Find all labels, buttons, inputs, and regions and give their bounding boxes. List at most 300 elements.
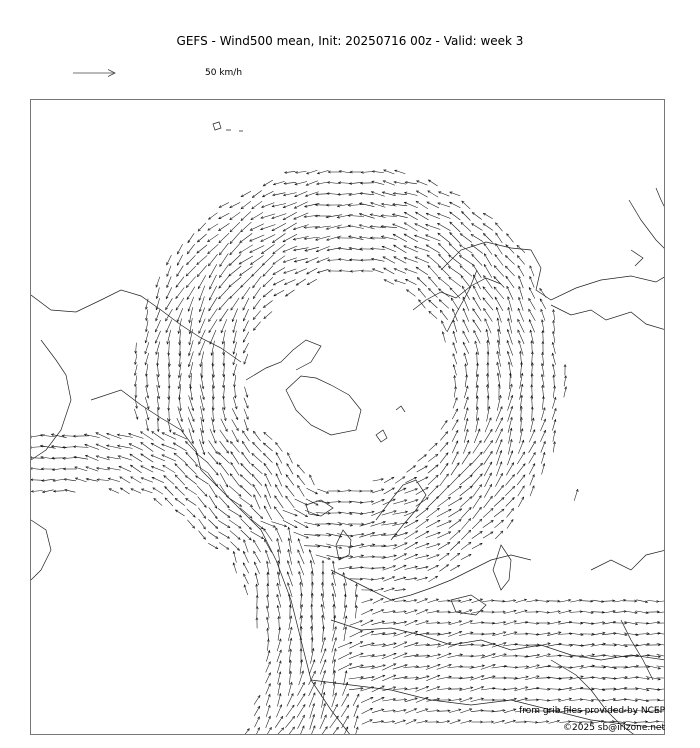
wind-arrow (361, 620, 373, 626)
coastline-taimyr (413, 278, 501, 310)
wind-arrow (540, 430, 545, 441)
wind-arrow (495, 485, 504, 496)
wind-arrow (241, 519, 252, 530)
wind-arrow (252, 191, 261, 198)
wind-arrow (250, 246, 264, 253)
wind-arrow (239, 256, 253, 264)
wind-arrow (164, 476, 174, 485)
wind-arrow (310, 475, 315, 485)
wind-arrow (439, 300, 449, 309)
wind-arrow (438, 214, 451, 219)
wind-arrow (304, 546, 320, 547)
wind-arrow (264, 432, 272, 439)
wind-arrow (277, 650, 281, 662)
wind-arrow (529, 430, 535, 443)
wind-arrow (404, 212, 417, 220)
wind-arrow (175, 475, 185, 485)
wind-arrow (196, 465, 209, 474)
wind-arrow (288, 453, 293, 463)
wind-arrow (483, 287, 493, 300)
wind-arrow (229, 486, 241, 496)
wind-arrow (392, 522, 408, 525)
wind-arrow (173, 433, 187, 439)
wind-arrow (255, 717, 260, 727)
wind-arrow (483, 441, 492, 454)
wind-arrow (208, 234, 219, 241)
wind-arrow (439, 192, 450, 196)
wind-arrow (177, 255, 182, 265)
wind-arrow (209, 286, 216, 300)
coastline-east-asia (591, 550, 665, 570)
wind-arrow (405, 698, 418, 702)
wind-arrow (152, 477, 164, 482)
wind-arrow (405, 620, 417, 625)
wind-arrow (472, 485, 481, 498)
wind-arrow (452, 452, 458, 465)
coastline-svalbard (376, 430, 387, 442)
wind-arrow (265, 727, 272, 735)
wind-arrow (279, 617, 280, 630)
wind-arrow (507, 234, 514, 243)
wind-arrow (541, 309, 545, 320)
wind-arrow (230, 474, 240, 487)
wind-arrow (186, 499, 197, 506)
wind-arrow (230, 288, 241, 299)
wind-arrow (464, 397, 468, 409)
wind-arrow (230, 243, 240, 255)
wind-arrow (415, 235, 430, 240)
wind-arrow (286, 475, 294, 486)
wind-arrow (416, 698, 428, 703)
wind-arrow (242, 441, 249, 452)
wind-arrow (506, 276, 514, 288)
wind-arrow (508, 330, 513, 345)
wind-arrow (494, 509, 504, 517)
wind-arrow (569, 623, 582, 624)
wind-arrow (506, 245, 514, 254)
wind-arrow (230, 222, 240, 232)
wind-arrow (473, 320, 481, 332)
wind-arrow (177, 266, 184, 277)
wind-arrow (416, 191, 427, 197)
wind-arrow (277, 639, 281, 651)
wind-arrow (449, 267, 462, 276)
wind-arrow (189, 362, 193, 378)
wind-arrow (518, 266, 524, 277)
wind-arrow (449, 277, 461, 286)
coastline-hudson-bay (91, 390, 201, 470)
wind-arrow (306, 181, 318, 186)
wind-arrow (517, 256, 524, 265)
wind-arrow (255, 728, 260, 735)
wind-arrow (251, 531, 264, 538)
wind-arrow (155, 331, 160, 343)
wind-arrow (263, 289, 273, 297)
wind-arrow (162, 444, 177, 450)
wind-arrow (354, 705, 358, 717)
wind-arrow (450, 530, 461, 539)
wind-arrow (185, 487, 196, 494)
wind-arrow (382, 246, 396, 251)
wind-arrow (450, 474, 461, 485)
wind-arrow (439, 565, 448, 572)
wind-arrow (462, 201, 470, 209)
wind-arrow (218, 453, 229, 464)
wind-arrow (208, 532, 218, 539)
wind-arrow (472, 474, 482, 486)
wind-arrow (440, 432, 447, 441)
wind-arrow (298, 682, 305, 695)
wind-arrow (175, 464, 185, 475)
wind-arrow (506, 509, 513, 518)
wind-arrow (463, 342, 469, 354)
wind-arrow (463, 320, 469, 332)
wind-arrow (472, 452, 482, 464)
wind-arrow (495, 520, 504, 528)
wind-arrow (460, 486, 473, 496)
wind-arrow (312, 604, 313, 620)
wind-arrow (426, 687, 439, 692)
wind-arrow (320, 715, 326, 729)
wind-arrow (141, 432, 154, 441)
wind-arrow (361, 697, 373, 702)
wind-arrow (452, 430, 458, 441)
wind-arrow (473, 309, 482, 322)
wind-arrow (460, 698, 472, 702)
wind-arrow (337, 226, 353, 228)
wind-arrow (519, 297, 523, 310)
wind-arrow (219, 543, 229, 550)
wind-arrow (416, 477, 428, 483)
wind-arrow (131, 477, 142, 483)
wind-arrow (483, 234, 492, 243)
wind-arrow (208, 474, 217, 487)
wind-arrow (483, 224, 493, 231)
wind-arrow (219, 276, 229, 288)
wind-arrow (362, 708, 373, 713)
wind-arrow (505, 486, 514, 495)
wind-arrow (173, 443, 186, 451)
wind-arrow (520, 429, 523, 444)
wind-arrow (407, 466, 416, 473)
wind-arrow (429, 277, 438, 287)
wind-arrow (240, 508, 252, 518)
wind-arrow (529, 309, 536, 321)
wind-arrow (461, 507, 471, 518)
wind-arrow (257, 584, 258, 596)
wind-arrow (472, 463, 483, 475)
wind-arrow (165, 498, 173, 506)
wind-arrow (130, 454, 142, 462)
wind-arrow (440, 442, 448, 451)
wind-arrow (131, 489, 141, 494)
wind-arrow (210, 330, 216, 344)
wind-arrow (472, 531, 482, 538)
wind-arrow (460, 234, 472, 243)
reference-arrow-label: 50 km/h (205, 68, 243, 78)
wind-arrow (529, 298, 536, 309)
wind-arrow (508, 384, 512, 400)
wind-arrow (31, 480, 43, 481)
wind-arrow (219, 265, 228, 278)
wind-arrow (461, 222, 471, 231)
wind-arrow (298, 726, 304, 735)
wind-arrow (315, 226, 331, 228)
wind-vector-field (31, 170, 665, 735)
wind-arrow (229, 277, 241, 287)
wind-arrow (471, 234, 483, 241)
wind-arrow (460, 245, 473, 253)
wind-arrow (462, 212, 471, 221)
wind-arrow (353, 694, 359, 706)
wind-arrow (416, 498, 428, 507)
wind-arrow (264, 453, 273, 462)
wind-arrow (518, 497, 523, 507)
wind-arrow (209, 213, 218, 220)
wind-arrow (439, 254, 450, 266)
wind-arrow (129, 444, 143, 451)
wind-arrow (252, 266, 263, 277)
wind-arrow (276, 474, 282, 487)
wind-arrow (254, 551, 261, 563)
wind-arrow (54, 491, 65, 492)
wind-arrow (294, 258, 307, 261)
wind-arrow (299, 671, 304, 685)
wind-arrow (384, 488, 395, 494)
wind-arrow (263, 301, 272, 308)
wind-arrow (186, 464, 197, 475)
wind-arrow (428, 191, 438, 197)
wind-arrow (118, 456, 132, 460)
wind-arrow (197, 486, 207, 497)
wind-arrow (197, 255, 207, 264)
wind-arrow (404, 202, 417, 207)
wind-arrow (228, 509, 241, 517)
wind-arrow (427, 255, 439, 265)
wind-arrow (274, 507, 283, 520)
wind-arrow (263, 180, 273, 186)
wind-arrow (286, 727, 295, 735)
wind-arrow (342, 716, 349, 728)
wind-arrow (141, 478, 153, 483)
wind-arrow (253, 311, 261, 320)
wind-arrow (230, 212, 240, 219)
wind-arrow (383, 577, 394, 582)
map-canvas (31, 100, 665, 735)
wind-arrow (220, 430, 228, 442)
wind-arrow (304, 227, 320, 228)
wind-arrow (459, 256, 472, 265)
wind-arrow (186, 452, 196, 463)
reference-arrow-icon (72, 66, 118, 80)
wind-arrow (284, 269, 297, 273)
coastline-greenland (286, 376, 361, 435)
wind-arrow (288, 682, 292, 696)
wind-arrow (450, 553, 459, 560)
wind-arrow (209, 309, 218, 322)
wind-arrow (510, 373, 511, 389)
wind-arrow (450, 212, 461, 220)
wind-arrow (484, 264, 492, 277)
wind-arrow (231, 452, 239, 465)
wind-arrow (219, 213, 230, 218)
wind-arrow (452, 409, 457, 419)
wind-arrow (231, 542, 240, 551)
wind-arrow (429, 443, 437, 451)
wind-arrow (532, 407, 533, 421)
wind-arrow (40, 435, 55, 437)
wind-arrow (309, 726, 315, 735)
wind-arrow (494, 266, 504, 277)
wind-arrow (243, 551, 248, 562)
wind-arrow (218, 509, 230, 518)
wind-arrow (188, 418, 194, 433)
wind-arrow (229, 520, 241, 528)
wind-arrow (120, 477, 130, 483)
wind-arrow (503, 644, 518, 646)
wind-arrow (382, 623, 395, 624)
wind-arrow (109, 489, 119, 493)
wind-arrow (441, 421, 447, 430)
wind-arrow (404, 667, 419, 668)
wind-arrow (167, 255, 172, 265)
wind-arrow (505, 266, 514, 276)
wind-arrow (221, 319, 227, 333)
wind-arrow (339, 183, 352, 184)
wind-arrow (404, 531, 417, 539)
wind-arrow (186, 266, 196, 276)
wind-arrow (224, 396, 225, 410)
wind-arrow (393, 665, 407, 669)
wind-arrow (254, 695, 260, 704)
wind-map (30, 99, 665, 735)
wind-arrow (483, 520, 493, 527)
wind-arrow (496, 223, 503, 231)
wind-arrow (592, 612, 604, 613)
wind-arrow (274, 290, 284, 296)
wind-arrow (208, 224, 218, 230)
wind-arrow (635, 623, 648, 624)
coastline-africa-north (311, 680, 665, 728)
wind-arrow (569, 666, 584, 668)
wind-arrow (517, 464, 525, 475)
wind-arrow (251, 256, 264, 265)
wind-arrow (253, 287, 261, 298)
wind-arrow (229, 266, 241, 276)
wind-arrow (383, 257, 395, 263)
wind-arrow (186, 277, 195, 288)
wind-arrow (429, 300, 438, 308)
wind-arrow (219, 532, 230, 538)
wind-arrow (175, 487, 184, 496)
wind-arrow (450, 565, 459, 570)
wind-arrow (166, 287, 172, 298)
coastline-far-east (551, 305, 665, 330)
wind-arrow (176, 288, 184, 299)
wind-arrow (437, 509, 451, 516)
wind-arrow (276, 443, 283, 452)
wind-arrow (241, 191, 251, 196)
wind-arrow (107, 457, 121, 459)
wind-arrow (428, 454, 438, 461)
wind-arrow (209, 485, 217, 498)
wind-arrow (541, 419, 546, 431)
wind-arrow (242, 287, 250, 299)
wind-arrow (438, 233, 450, 243)
wind-arrow (277, 661, 281, 673)
wind-arrow (484, 484, 491, 497)
wind-arrow (440, 474, 449, 486)
wind-arrow (350, 631, 363, 637)
wind-arrow (603, 601, 615, 602)
wind-arrow (417, 181, 428, 185)
wind-arrow (196, 476, 209, 484)
wind-arrow (287, 464, 293, 475)
wind-arrow (266, 673, 271, 683)
wind-arrow (263, 266, 273, 277)
wind-arrow (130, 465, 141, 473)
wind-arrow (176, 277, 184, 288)
wind-arrow (233, 320, 237, 333)
wind-arrow (187, 255, 196, 264)
wind-arrow (505, 256, 514, 265)
wind-arrow (285, 280, 296, 285)
wind-arrow (472, 224, 483, 231)
wind-arrow (417, 599, 428, 603)
wind-arrow (472, 213, 481, 220)
wind-arrow (449, 244, 461, 255)
wind-arrow (332, 627, 336, 642)
wind-arrow (473, 507, 482, 519)
wind-arrow (243, 309, 248, 321)
wind-arrow (394, 554, 407, 560)
wind-arrow (438, 497, 451, 506)
wind-arrow (275, 496, 284, 508)
wind-arrow (209, 264, 217, 277)
wind-arrow (450, 222, 460, 232)
wind-arrow (253, 322, 260, 331)
wind-arrow (200, 296, 205, 311)
wind-arrow (253, 299, 260, 309)
wind-arrow (530, 475, 534, 486)
wind-arrow (197, 234, 206, 242)
wind-arrow (460, 266, 472, 277)
wind-arrow (154, 498, 162, 505)
wind-arrow (407, 290, 416, 297)
wind-arrow (461, 554, 471, 559)
wind-arrow (175, 510, 184, 516)
wind-arrow (416, 508, 428, 518)
wind-arrow (244, 409, 248, 420)
wind-arrow (241, 464, 251, 475)
wind-arrow (199, 519, 206, 529)
wind-arrow (392, 214, 407, 217)
wind-arrow (506, 498, 515, 507)
wind-arrow (307, 279, 317, 284)
wind-arrow (74, 447, 89, 448)
wind-arrow (428, 475, 438, 485)
wind-arrow (484, 496, 493, 508)
wind-arrow (252, 453, 262, 462)
wind-arrow (293, 236, 308, 239)
wind-arrow (187, 244, 194, 254)
wind-arrow (298, 486, 305, 497)
wind-arrow (153, 488, 163, 494)
wind-arrow (541, 441, 545, 452)
wind-arrow (452, 441, 458, 453)
wind-arrow (484, 276, 493, 289)
wind-arrow (162, 455, 176, 461)
